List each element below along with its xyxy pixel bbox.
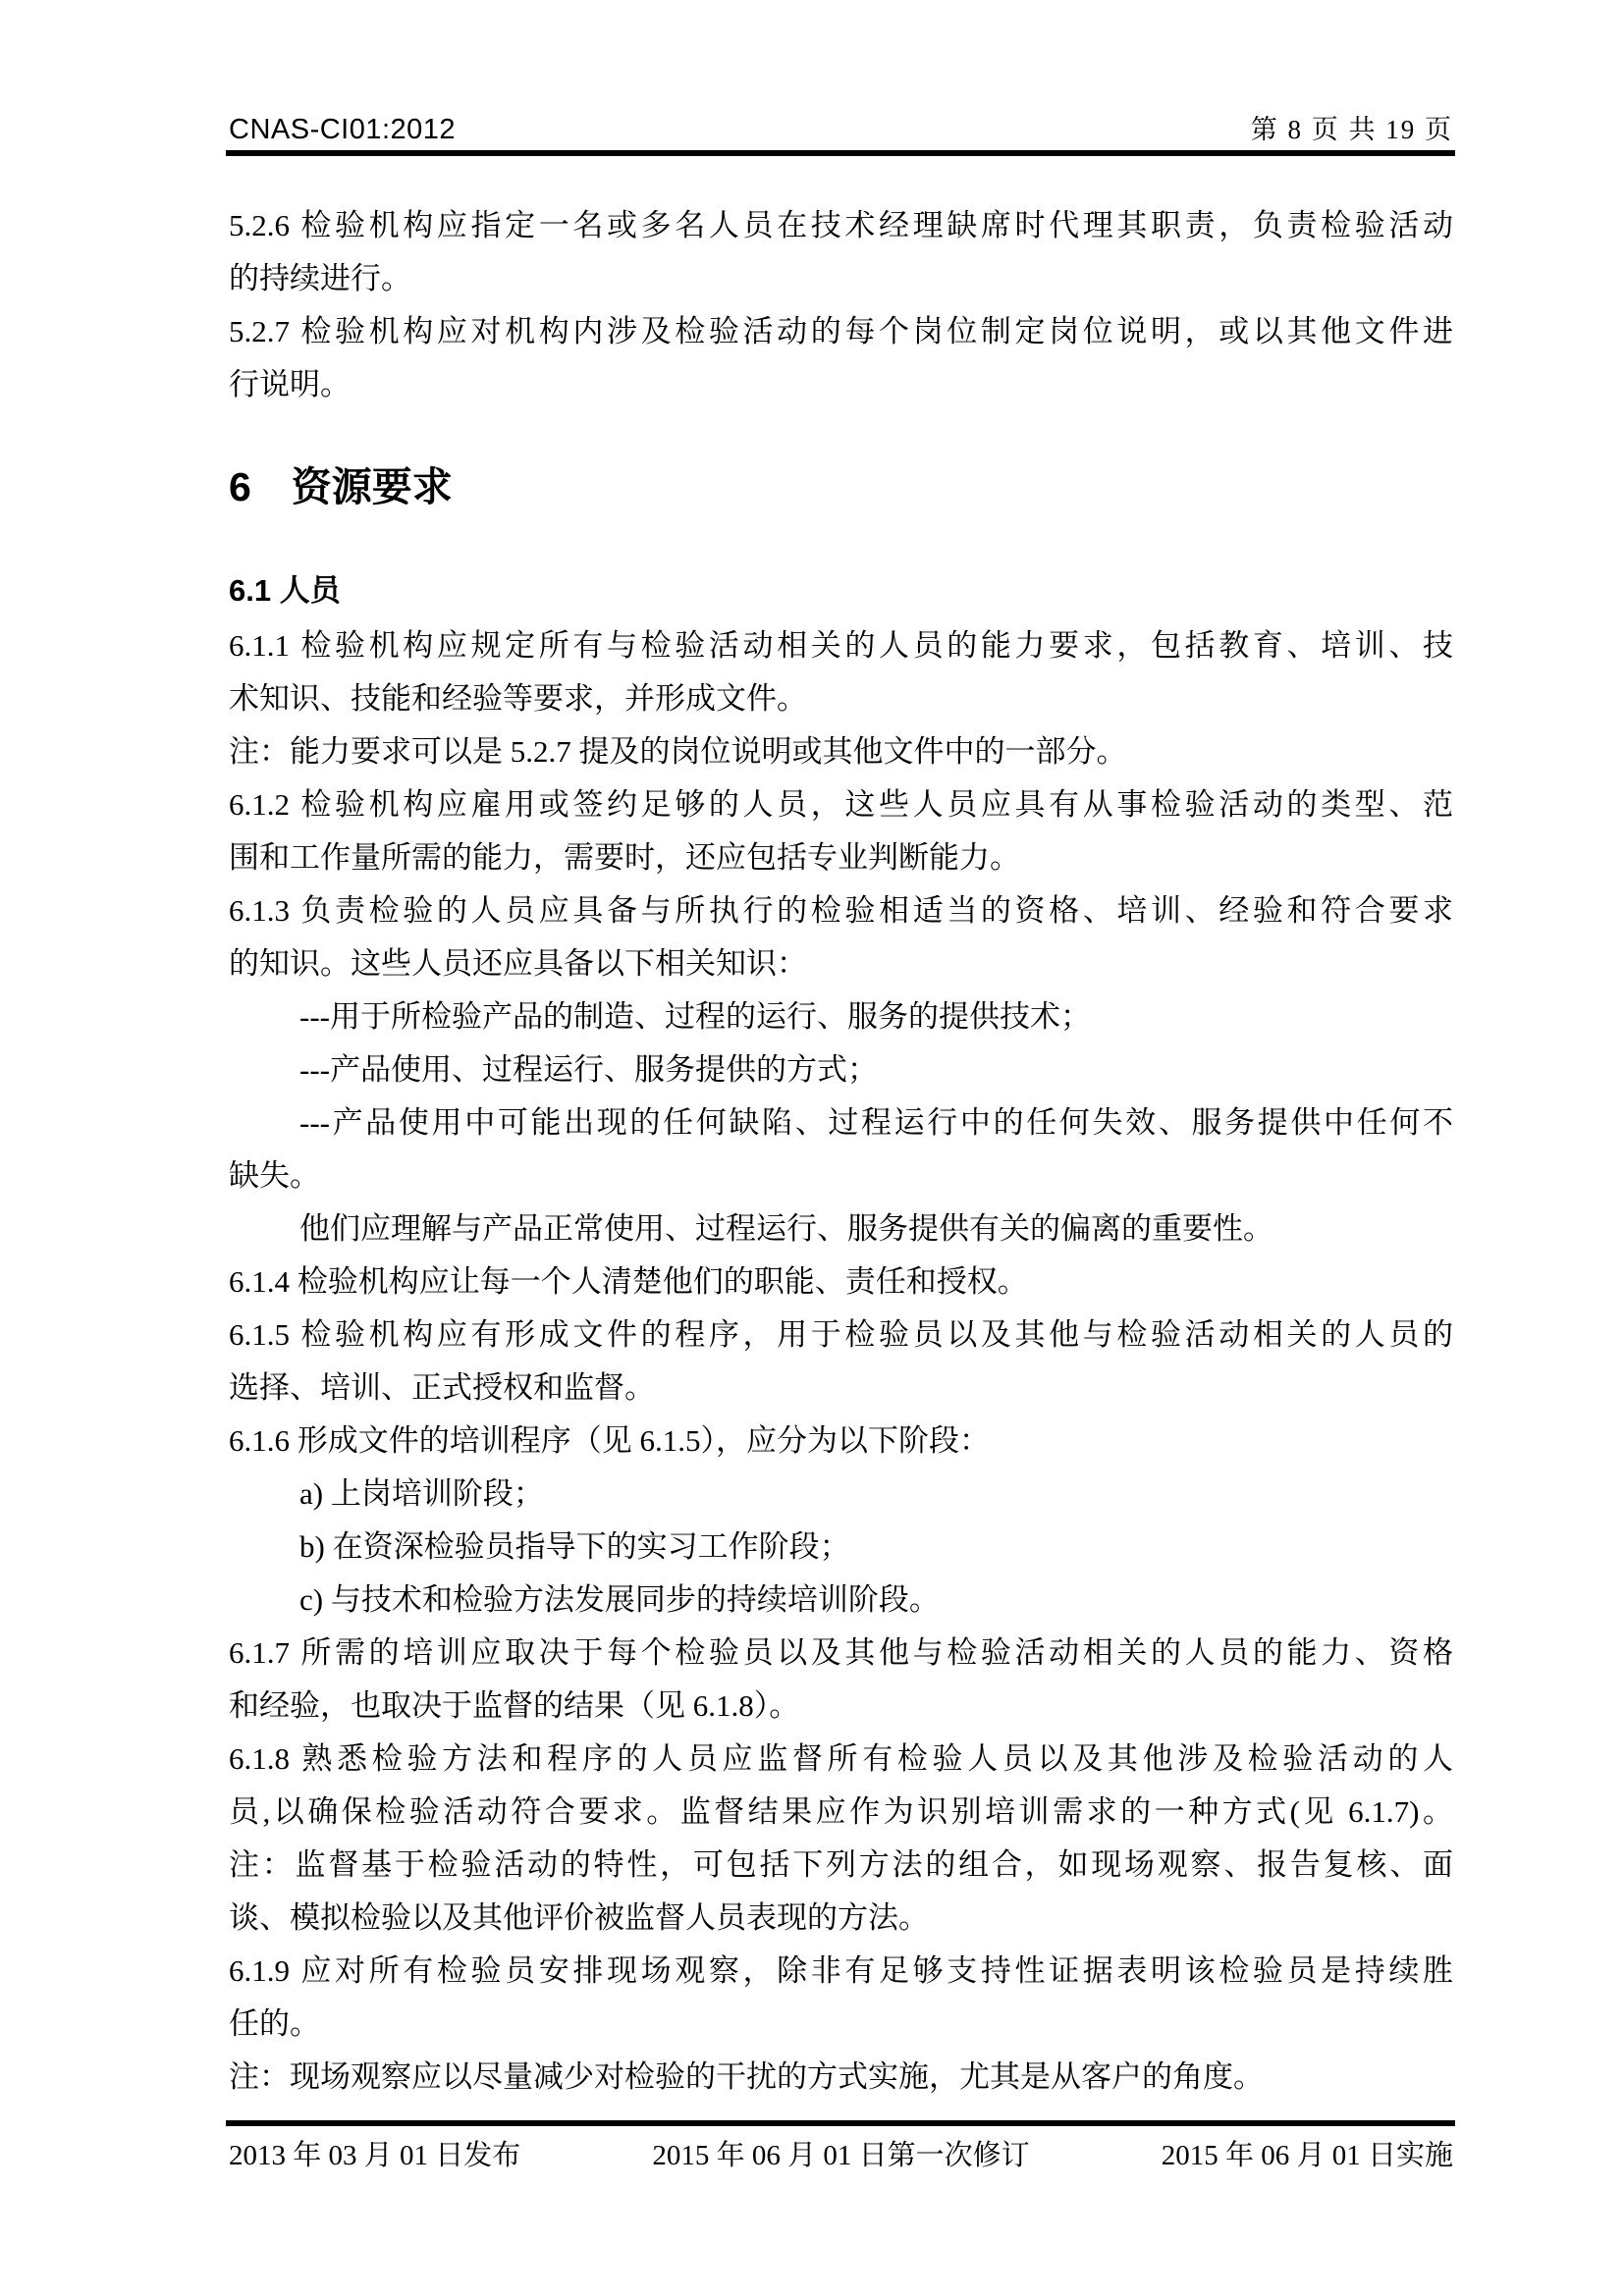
text-line: 的知识。这些人员还应具备以下相关知识： [229, 946, 807, 981]
text-line: 员,以确保检验活动符合要求。监督结果应作为识别培训需求的一种方式(见 6.1.7)。 [229, 1794, 1453, 1829]
subsection-heading: 6.1 人员 [229, 573, 341, 608]
document-body [229, 199, 1453, 2104]
footer-implementation-date: 2015 年 06 月 01 日实施 [1161, 2140, 1453, 2171]
text-line: 任的。 [229, 2006, 320, 2041]
text-line: 6.1.4 检验机构应让每一个人清楚他们的职能、责任和授权。 [229, 1264, 1028, 1299]
text-line: 选择、培训、正式授权和监督。 [229, 1370, 655, 1405]
text-line: 6.1.7 所需的培训应取决于每个检验员以及其他与检验活动相关的人员的能力、资格 [229, 1635, 1453, 1670]
text-line: 5.2.6 检验机构应指定一名或多名人员在技术经理缺席时代理其职责，负责检验活动 [229, 208, 1453, 242]
text-line: 注：能力要求可以是 5.2.7 提及的岗位说明或其他文件中的一部分。 [229, 734, 1127, 769]
text-line: ---产品使用中可能出现的任何缺陷、过程运行中的任何失效、服务提供中任何不 [299, 1105, 1453, 1140]
text-line: 6.1.9 应对所有检验员安排现场观察，除非有足够支持性证据表明该检验员是持续胜 [229, 1953, 1453, 1988]
text-line: ---用于所检验产品的制造、过程的运行、服务的提供技术； [299, 999, 1091, 1034]
page-number-info: 第 8 页 共 19 页 [1250, 115, 1453, 144]
text-line: 行说明。 [229, 367, 351, 401]
text-line: 围和工作量所需的能力，需要时，还应包括专业判断能力。 [229, 840, 1020, 875]
text-line: 6.1.6 形成文件的培训程序（见 6.1.5），应分为以下阶段： [229, 1423, 990, 1458]
text-line: a) 上岗培训阶段； [299, 1476, 544, 1511]
document-code: CNAS-CI01:2012 [229, 114, 457, 145]
text-line: 术知识、技能和经验等要求，并形成文件。 [229, 681, 807, 716]
text-line: 6.1.3 负责检验的人员应具备与所执行的检验相适当的资格、培训、经验和符合要求 [229, 893, 1453, 928]
section-heading: 6 资源要求 [229, 464, 453, 509]
text-line: c) 与技术和检验方法发展同步的持续培训阶段。 [299, 1582, 940, 1617]
page-footer [229, 2132, 1453, 2179]
text-line: 和经验，也取决于监督的结果（见 6.1.8）。 [229, 1688, 800, 1723]
text-line: ---产品使用、过程运行、服务提供的方式； [299, 1052, 878, 1087]
text-line: b) 在资深检验员指导下的实习工作阶段； [299, 1529, 850, 1564]
text-line: 5.2.7 检验机构应对机构内涉及检验活动的每个岗位制定岗位说明，或以其他文件进 [229, 314, 1453, 348]
header-rule [226, 150, 1455, 156]
text-line: 谈、模拟检验以及其他评价被监督人员表现的方法。 [229, 1900, 929, 1935]
text-line: 缺失。 [229, 1158, 320, 1193]
footer-revision-date: 2015 年 06 月 01 日第一次修订 [652, 2140, 1030, 2171]
text-line: 他们应理解与产品正常使用、过程运行、服务提供有关的偏离的重要性。 [299, 1211, 1273, 1246]
footer-rule [226, 2120, 1455, 2126]
text-line: 6.1.5 检验机构应有形成文件的程序，用于检验员以及其他与检验活动相关的人员的 [229, 1317, 1453, 1352]
text-line: 6.1.8 熟悉检验方法和程序的人员应监督所有检验人员以及其他涉及检验活动的人 [229, 1741, 1453, 1776]
text-line: 注：现场观察应以尽量减少对检验的干扰的方式实施，尤其是从客户的角度。 [229, 2059, 1264, 2094]
text-line: 注：监督基于检验活动的特性，可包括下列方法的组合，如现场观察、报告复核、面 [229, 1847, 1453, 1882]
page-header [229, 110, 1453, 149]
text-line: 6.1.1 检验机构应规定所有与检验活动相关的人员的能力要求，包括教育、培训、技 [229, 628, 1453, 663]
text-line: 的持续进行。 [229, 261, 411, 295]
footer-issue-date: 2013 年 03 月 01 日发布 [229, 2140, 521, 2171]
text-line: 6.1.2 检验机构应雇用或签约足够的人员，这些人员应具有从事检验活动的类型、范 [229, 787, 1453, 822]
